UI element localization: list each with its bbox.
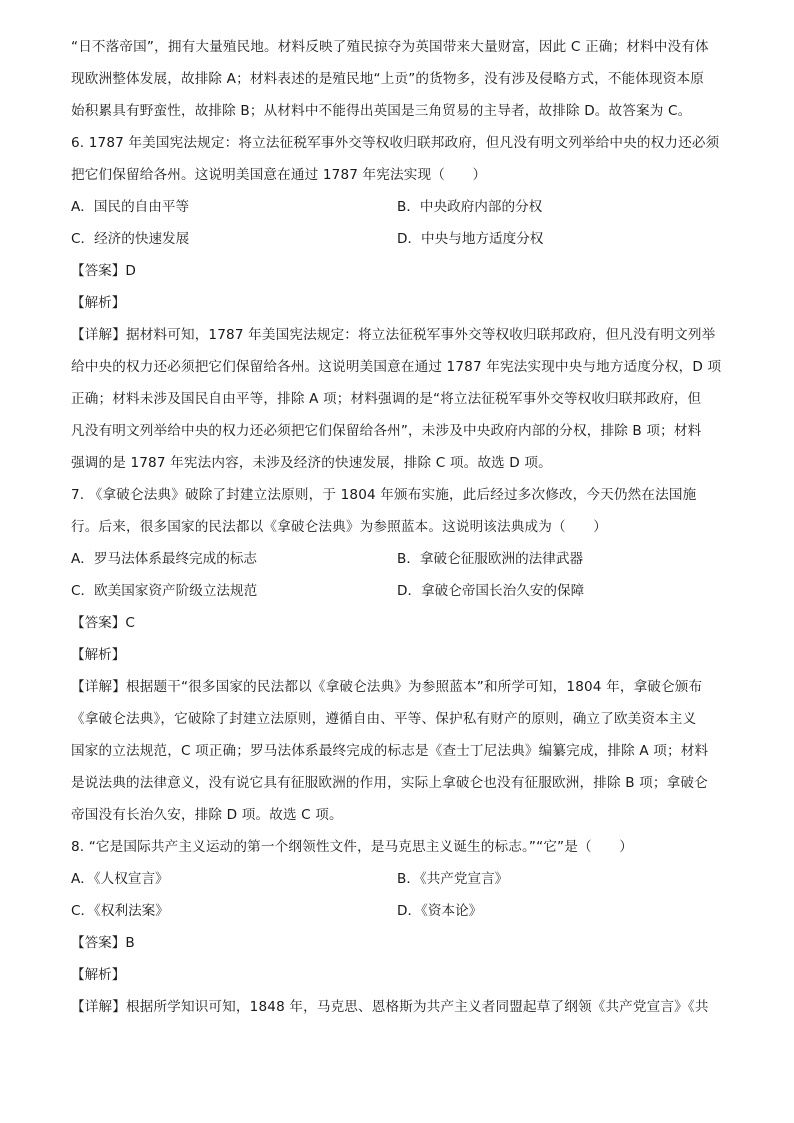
question-8-option-b: B．《共产党宣言》 — [397, 871, 509, 887]
intro-line: “日不落帝国”，拥有大量殖民地。材料反映了殖民掠夺为英国带来大量财富，因此 C 正确；材料中没有体 — [71, 39, 709, 55]
question-8-stem: 8. “它是国际共产主义运动的第一个纲领性文件，是马克思主义诞生的标志。”“它”是（ ） — [71, 839, 633, 855]
question-7-detail: 国家的立法规范，C 项正确；罗马法体系最终完成的标志是《查士丁尼法典》编纂完成，排除 A 项；材料 — [71, 743, 709, 759]
intro-line: 始积累具有野蛮性，故排除 B；从材料中不能得出英国是三角贸易的主导者，故排除 D。故答案为 C。 — [71, 103, 692, 119]
question-6-option-a: A．国民的自由平等 — [71, 199, 190, 215]
question-7-detail: 【详解】根据题干“很多国家的民法都以《拿破仑法典》为参照蓝本”和所学可知，1804 年，拿破仑颁布 — [71, 679, 703, 695]
question-7-detail: 帝国没有长治久安，排除 D 项。故选 C 项。 — [71, 807, 343, 823]
question-6-analysis-label: 【解析】 — [71, 295, 126, 311]
question-7-detail: 《拿破仑法典》，它破除了封建立法原则，遵循自由、平等、保护私有财产的原则，确立了欧美资本主义 — [71, 711, 697, 727]
question-6-option-b: B．中央政府内部的分权 — [397, 199, 543, 215]
intro-line: 现欧洲整体发展，故排除 A；材料表述的是殖民地“上贡”的货物多，没有涉及侵略方式，不能体现资本原 — [71, 71, 705, 87]
question-7-option-c: C．欧美国家资产阶级立法规范 — [71, 583, 258, 599]
question-6-stem: 把它们保留给各州。这说明美国意在通过 1787 年宪法实现（ ） — [71, 167, 487, 183]
question-7-option-b: B．拿破仑征服欧洲的法律武器 — [397, 551, 584, 567]
question-7-option-a: A．罗马法体系最终完成的标志 — [71, 551, 258, 567]
question-6-detail: 正确；材料未涉及国民自由平等，排除 A 项；材料强调的是“将立法征税军事外交等权收归联邦政府，但 — [71, 391, 702, 407]
question-6-detail: 凡没有明文列举给中央的权力还必须把它们保留给各州”，未涉及中央政府内部的分权，排除 B 项；材料 — [71, 423, 702, 439]
question-8-option-c: C．《权利法案》 — [71, 903, 169, 919]
question-8-option-d: D．《资本论》 — [397, 903, 483, 919]
question-6-detail: 给中央的权力还必须把它们保留给各州。这说明美国意在通过 1787 年宪法实现中央与地方适度分权，D 项 — [71, 359, 722, 375]
question-7-answer: 【答案】C — [71, 615, 135, 631]
question-6-detail: 强调的是 1787 年宪法内容，未涉及经济的快速发展，排除 C 项。故选 D 项。 — [71, 455, 552, 471]
question-8-option-a: A．《人权宣言》 — [71, 871, 169, 887]
question-8-detail: 【详解】根据所学知识可知，1848 年，马克思、恩格斯为共产主义者同盟起草了纲领《共产党宣言》《共 — [71, 999, 709, 1015]
question-7-stem: 行。后来，很多国家的民法都以《拿破仑法典》为参照蓝本。这说明该法典成为（ ） — [71, 519, 608, 535]
question-6-detail: 【详解】据材料可知，1787 年美国宪法规定：将立法征税军事外交等权收归联邦政府，但凡没有明文列举 — [71, 327, 716, 343]
question-7-analysis-label: 【解析】 — [71, 647, 126, 663]
question-7-stem: 7. 《拿破仑法典》破除了封建立法原则，于 1804 年颁布实施，此后经过多次修改，今天仍然在法国施 — [71, 487, 697, 503]
question-6-answer: 【答案】D — [71, 263, 136, 279]
question-8-analysis-label: 【解析】 — [71, 967, 126, 983]
question-7-detail: 是说法典的法律意义，没有说它具有征服欧洲的作用，实际上拿破仑也没有征服欧洲，排除 B 项；拿破仑 — [71, 775, 708, 791]
question-7-option-d: D．拿破仑帝国长治久安的保障 — [397, 583, 585, 599]
question-6-option-c: C．经济的快速发展 — [71, 231, 190, 247]
question-6-stem: 6. 1787 年美国宪法规定：将立法征税军事外交等权收归联邦政府，但凡没有明文列举给中央的权力还必须 — [71, 135, 720, 151]
question-8-answer: 【答案】B — [71, 935, 135, 951]
question-6-option-d: D．中央与地方适度分权 — [397, 231, 544, 247]
